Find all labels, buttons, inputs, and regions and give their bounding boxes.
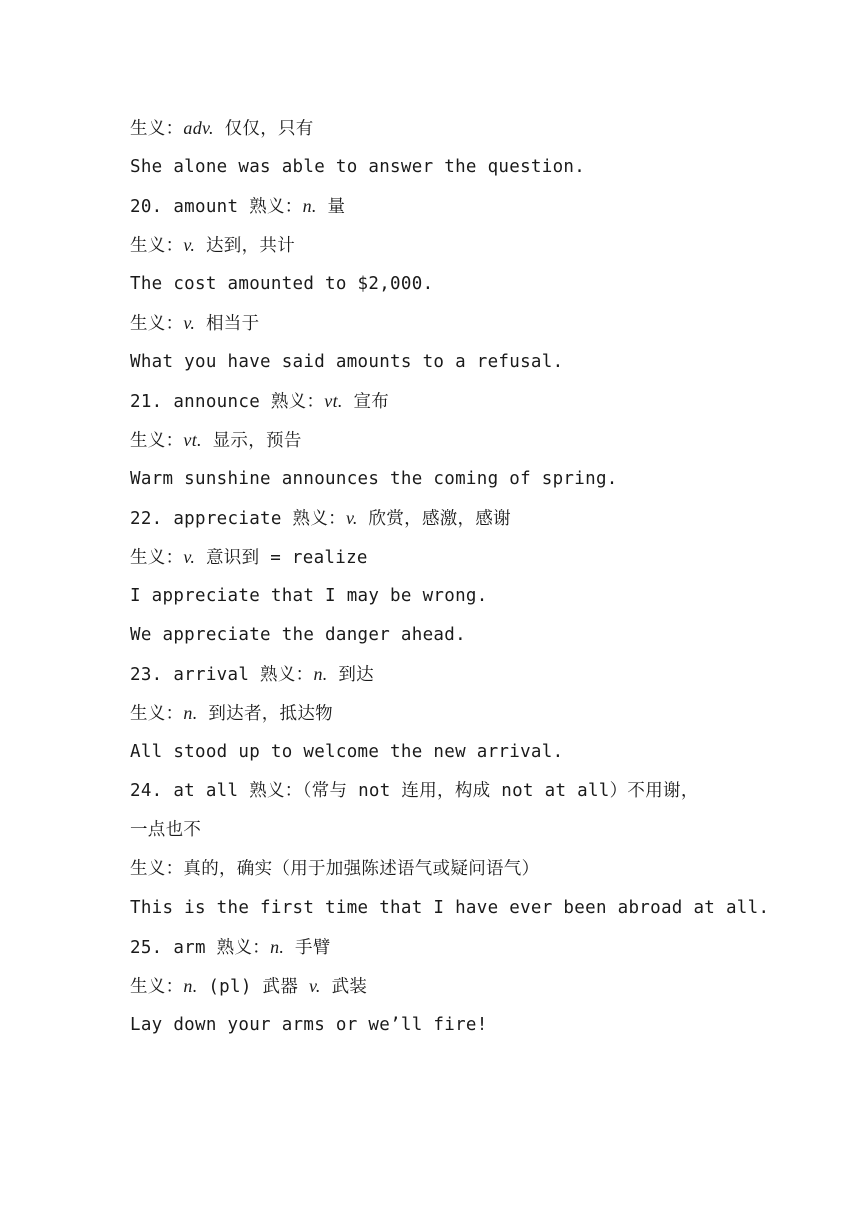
text-run: 生义：: [130, 236, 184, 256]
text-run: 仅仅，只有: [213, 119, 314, 139]
text-line: [130, 382, 770, 421]
text-line: [130, 772, 770, 811]
text-run: 生义：: [130, 704, 184, 724]
text-line: [130, 148, 770, 187]
text-run: 20. amount 熟义：: [130, 197, 303, 217]
text-line: [130, 694, 770, 733]
text-line: [130, 811, 770, 850]
text-line: [130, 928, 770, 967]
text-line: [130, 187, 770, 226]
text-run: 相当于: [195, 314, 260, 334]
text-run: 到达: [327, 665, 374, 685]
text-run: 武装: [320, 977, 368, 997]
text-run: 欣赏，感激，感谢: [357, 509, 511, 529]
text-run: 21. announce 熟义：: [130, 392, 325, 412]
text-run: 生义：真的，确实（用于加强陈述语气或疑问语气）: [130, 859, 540, 879]
text-line: [130, 343, 770, 382]
text-line: [130, 421, 770, 460]
part-of-speech-label: v.: [308, 976, 321, 996]
text-run: We appreciate the danger ahead.: [130, 625, 466, 645]
text-run: 生义：: [130, 314, 184, 334]
text-line: [130, 460, 770, 499]
text-run: 22. appreciate 熟义：: [130, 509, 346, 529]
text-run: What you have said amounts to a refusal.: [130, 352, 564, 372]
text-line: [130, 265, 770, 304]
text-run: She alone was able to answer the question.: [130, 157, 586, 177]
text-run: 生义：: [130, 548, 184, 568]
text-run: 生义：: [130, 977, 184, 997]
text-run: I appreciate that I may be wrong.: [130, 586, 488, 606]
part-of-speech-label: n.: [183, 703, 198, 723]
text-run: 生义：: [130, 431, 184, 451]
part-of-speech-label: vt.: [183, 430, 202, 450]
text-line: [130, 733, 770, 772]
part-of-speech-label: v.: [183, 313, 196, 333]
text-line: [130, 226, 770, 265]
part-of-speech-label: v.: [183, 547, 196, 567]
text-run: Lay down your arms or we’ll fire!: [130, 1015, 488, 1035]
part-of-speech-label: n.: [302, 196, 317, 216]
part-of-speech-label: n.: [270, 937, 285, 957]
text-run: Warm sunshine announces the coming of spring.: [130, 469, 618, 489]
text-line: [130, 499, 770, 538]
text-run: 手臂: [284, 938, 331, 958]
part-of-speech-label: v.: [183, 235, 196, 255]
text-line: [130, 577, 770, 616]
text-line: [130, 1006, 770, 1045]
text-run: 意识到 = realize: [195, 548, 368, 568]
text-run: 量: [316, 197, 346, 217]
part-of-speech-label: n.: [313, 664, 328, 684]
text-run: 24. at all 熟义：（常与 not 连用，构成 not at all）不用谢，: [130, 781, 699, 801]
text-run: 到达者，抵达物: [197, 704, 333, 724]
part-of-speech-label: vt.: [324, 391, 343, 411]
text-line: [130, 850, 770, 889]
text-run: 一点也不: [130, 820, 202, 840]
text-line: [130, 616, 770, 655]
part-of-speech-label: n.: [183, 976, 198, 996]
document-page: [130, 109, 770, 1045]
text-run: 23. arrival 熟义：: [130, 665, 314, 685]
text-run: 达到，共计: [195, 236, 296, 256]
text-line: [130, 967, 770, 1006]
text-line: [130, 304, 770, 343]
text-run: 宣布: [342, 392, 390, 412]
text-line: [130, 889, 770, 928]
text-run: This is the first time that I have ever been abroad at all.: [130, 898, 770, 918]
text-run: 25. arm 熟义：: [130, 938, 271, 958]
part-of-speech-label: v.: [345, 508, 358, 528]
text-line: [130, 538, 770, 577]
text-run: The cost amounted to $2,000.: [130, 274, 434, 294]
text-run: 生义：: [130, 119, 184, 139]
text-line: [130, 109, 770, 148]
text-line: [130, 655, 770, 694]
text-run: (pl) 武器: [197, 977, 309, 997]
part-of-speech-label: adv.: [183, 118, 214, 138]
text-run: All stood up to welcome the new arrival.: [130, 742, 564, 762]
text-run: 显示，预告: [201, 431, 302, 451]
